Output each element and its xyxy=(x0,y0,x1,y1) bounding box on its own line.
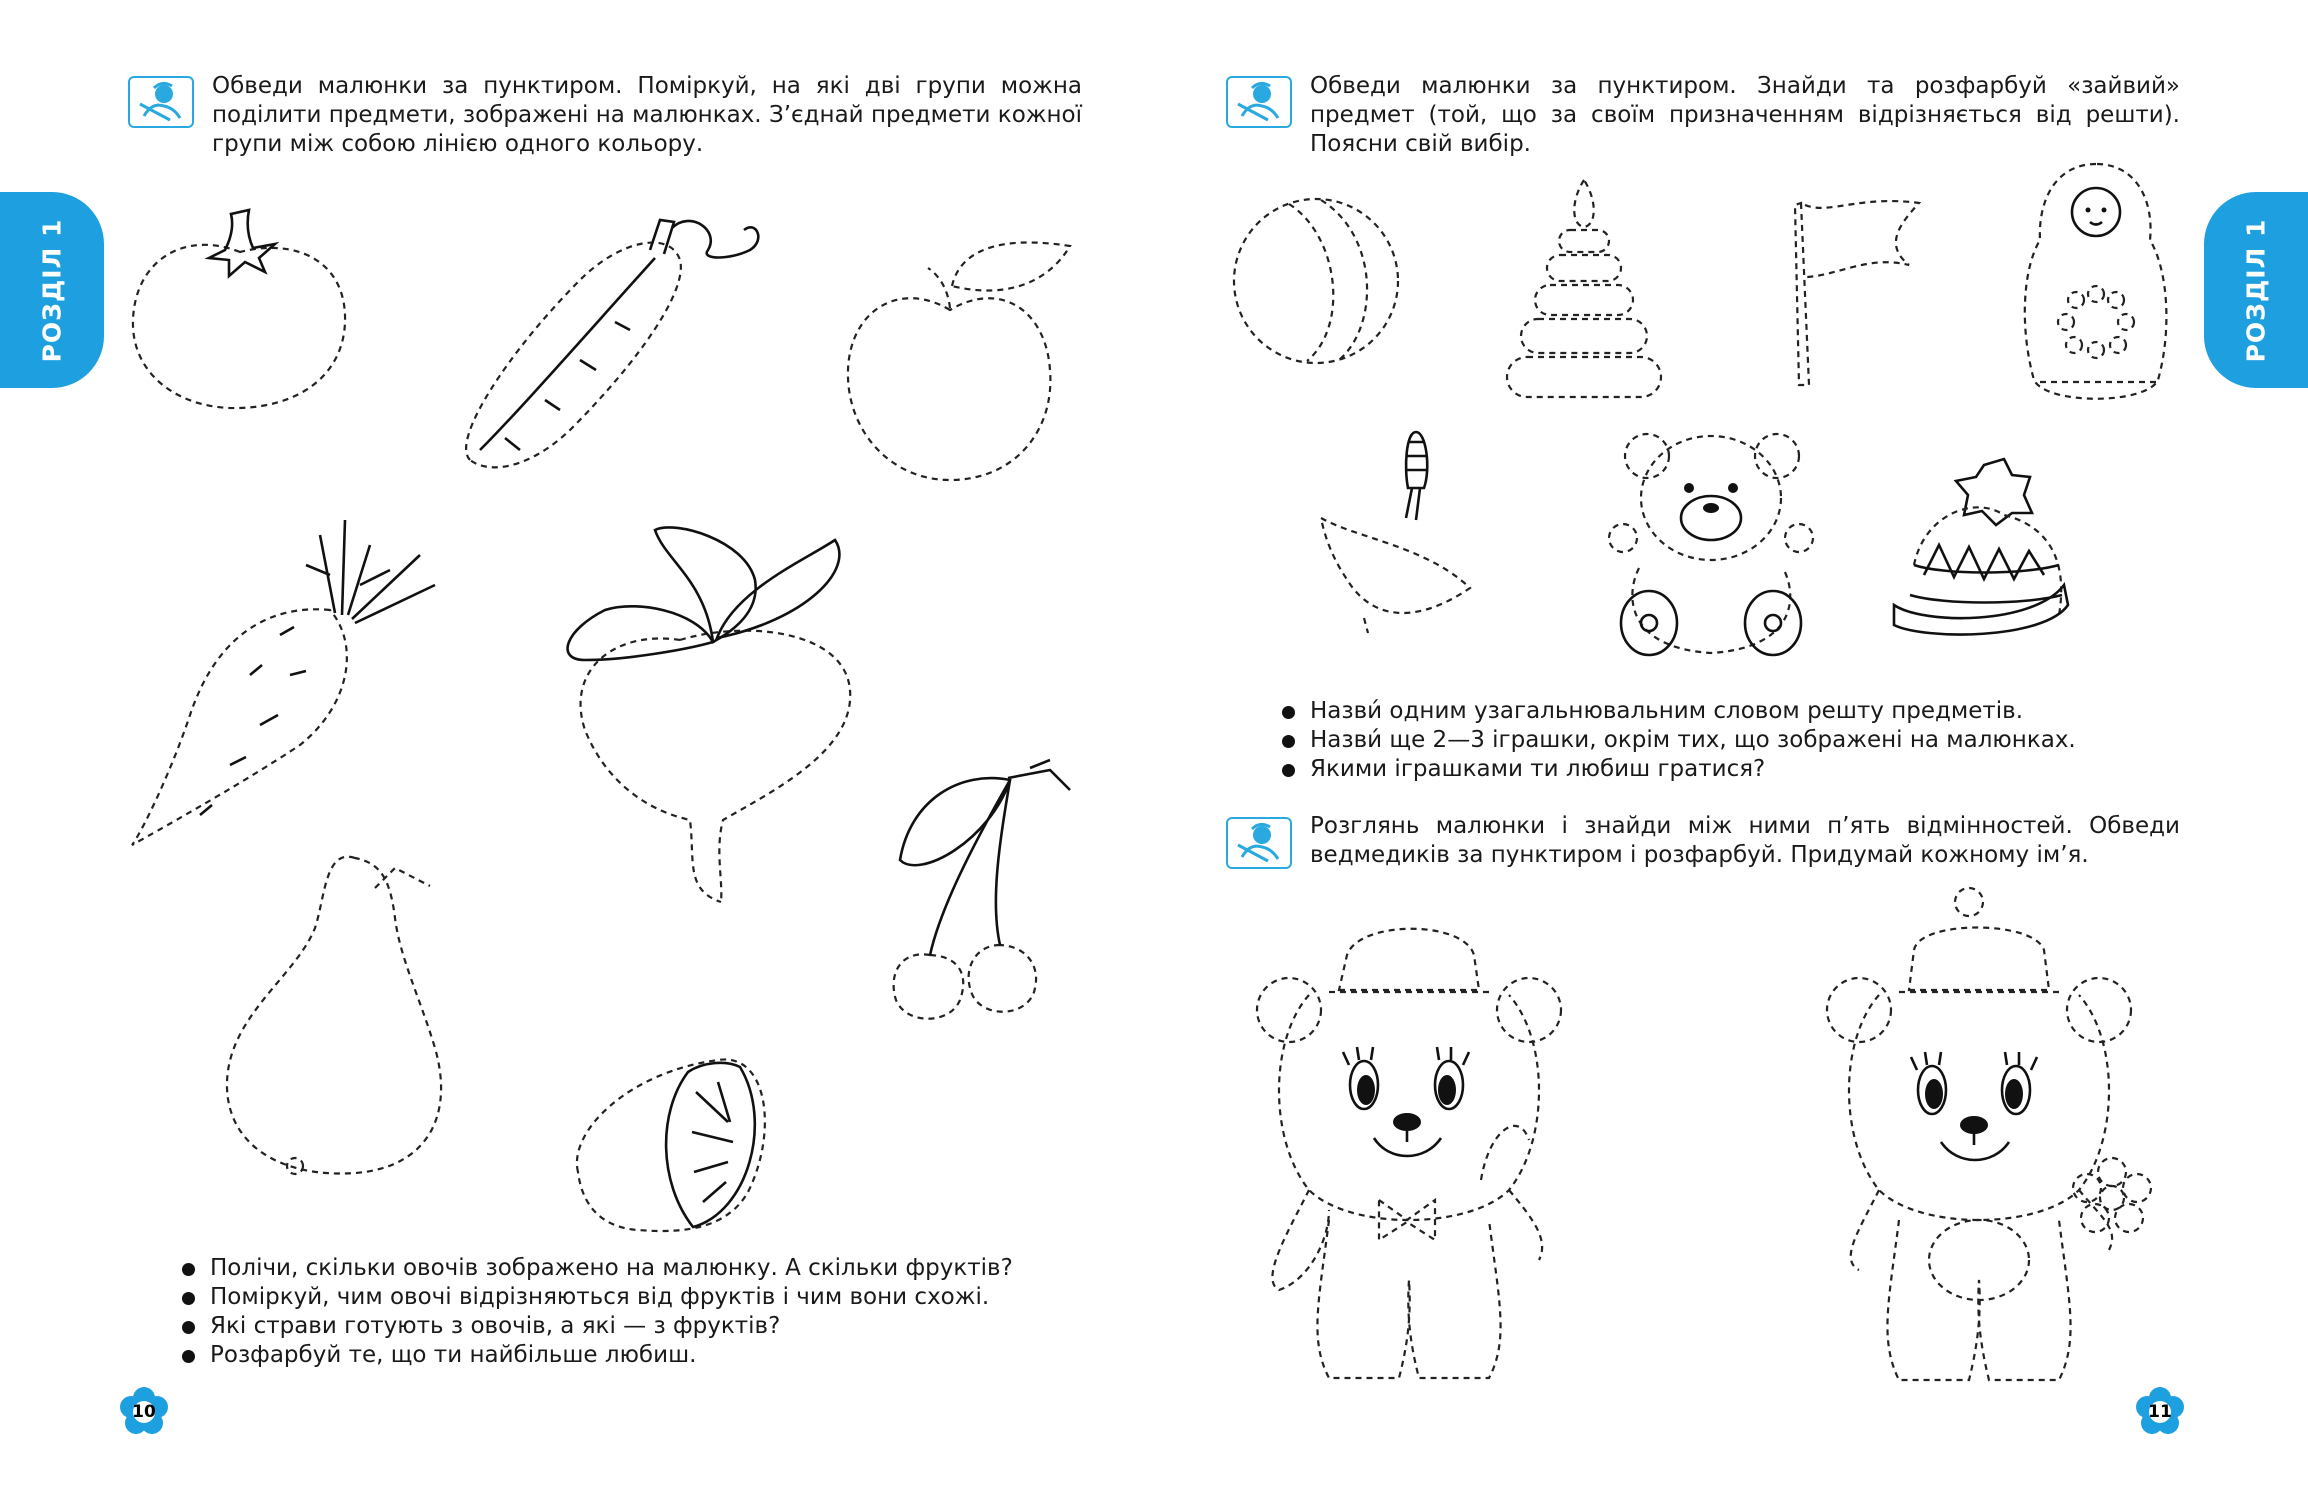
section-tab-label: РОЗДІЛ 1 xyxy=(37,218,67,362)
spinning-top-illustration xyxy=(1316,428,1476,633)
flower-drawing xyxy=(2073,1158,2151,1232)
lemon-illustration xyxy=(568,1052,783,1232)
stacking-rings-illustration xyxy=(1499,175,1669,405)
page-number-label: 11 xyxy=(2148,1402,2172,1422)
section-tab xyxy=(2204,192,2308,388)
ball-illustration xyxy=(1229,196,1404,366)
question-item: Якими іграшками ти любиш гратися? xyxy=(1280,755,2180,784)
question-list xyxy=(180,1254,1080,1370)
right-page xyxy=(1154,0,2308,1500)
bear-two-illustration xyxy=(1819,880,2154,1385)
knit-hat-illustration xyxy=(1884,455,2074,660)
nesting-doll-illustration xyxy=(2016,160,2176,410)
pear-illustration xyxy=(215,848,455,1176)
page-number xyxy=(2134,1386,2186,1438)
boy-with-pencil-icon xyxy=(1228,819,1290,867)
tomato-illustration xyxy=(125,200,355,415)
task-icon xyxy=(128,76,194,128)
question-item: Назви́ одним узагальнювальним словом решту предметів. xyxy=(1280,697,2180,726)
task-instruction: Обведи малюнки за пунктиром. Знайди та розфарбуй «зайвий» предмет (той, що за своїм призначенням відрізняється від решти). Поясни свій вибір. xyxy=(1310,73,2180,157)
task-instruction: Обведи малюнки за пунктиром. Поміркуй, на які дві групи можна поділити предмети, зображені на малюнках. З’єднай предмети кожної групи між собою лінією одного кольору. xyxy=(212,73,1082,157)
page-number-label: 10 xyxy=(132,1402,156,1422)
flag-illustration xyxy=(1789,195,1939,395)
cucumber-illustration xyxy=(450,210,780,480)
teddy-bear-illustration xyxy=(1609,428,1814,663)
task-icon xyxy=(1226,817,1292,869)
section-tab xyxy=(0,192,104,388)
beet-illustration xyxy=(545,520,865,905)
boy-with-pencil-icon xyxy=(1228,78,1290,126)
page-number xyxy=(118,1386,170,1438)
boy-with-pencil-icon xyxy=(130,78,192,126)
section-tab-label: РОЗДІЛ 1 xyxy=(2241,218,2271,362)
cherries-illustration xyxy=(880,760,1080,1025)
task-instruction: Розглянь малюнки і знайди між ними п’ять відмінностей. Обведи ведмедиків за пунктиром і розфарбуй. Придумай кожному ім’я. xyxy=(1310,813,2180,868)
carrot-illustration xyxy=(130,515,460,850)
question-item: Поміркуй, чим овочі відрізняються від фруктів і чим вони схожі. xyxy=(180,1283,1080,1312)
question-item: Розфарбуй те, що ти найбільше любиш. xyxy=(180,1341,1080,1370)
apple-illustration xyxy=(840,240,1090,480)
question-item: Полічи, скільки овочів зображено на малюнку. А скільки фруктів? xyxy=(180,1254,1080,1283)
question-list xyxy=(1280,697,2180,784)
question-item: Які страви готують з овочів, а які — з фруктів? xyxy=(180,1312,1080,1341)
question-item: Назви́ ще 2—3 іграшки, окрім тих, що зображені на малюнках. xyxy=(1280,726,2180,755)
bear-one-illustration xyxy=(1249,900,1569,1385)
task-icon xyxy=(1226,76,1292,128)
